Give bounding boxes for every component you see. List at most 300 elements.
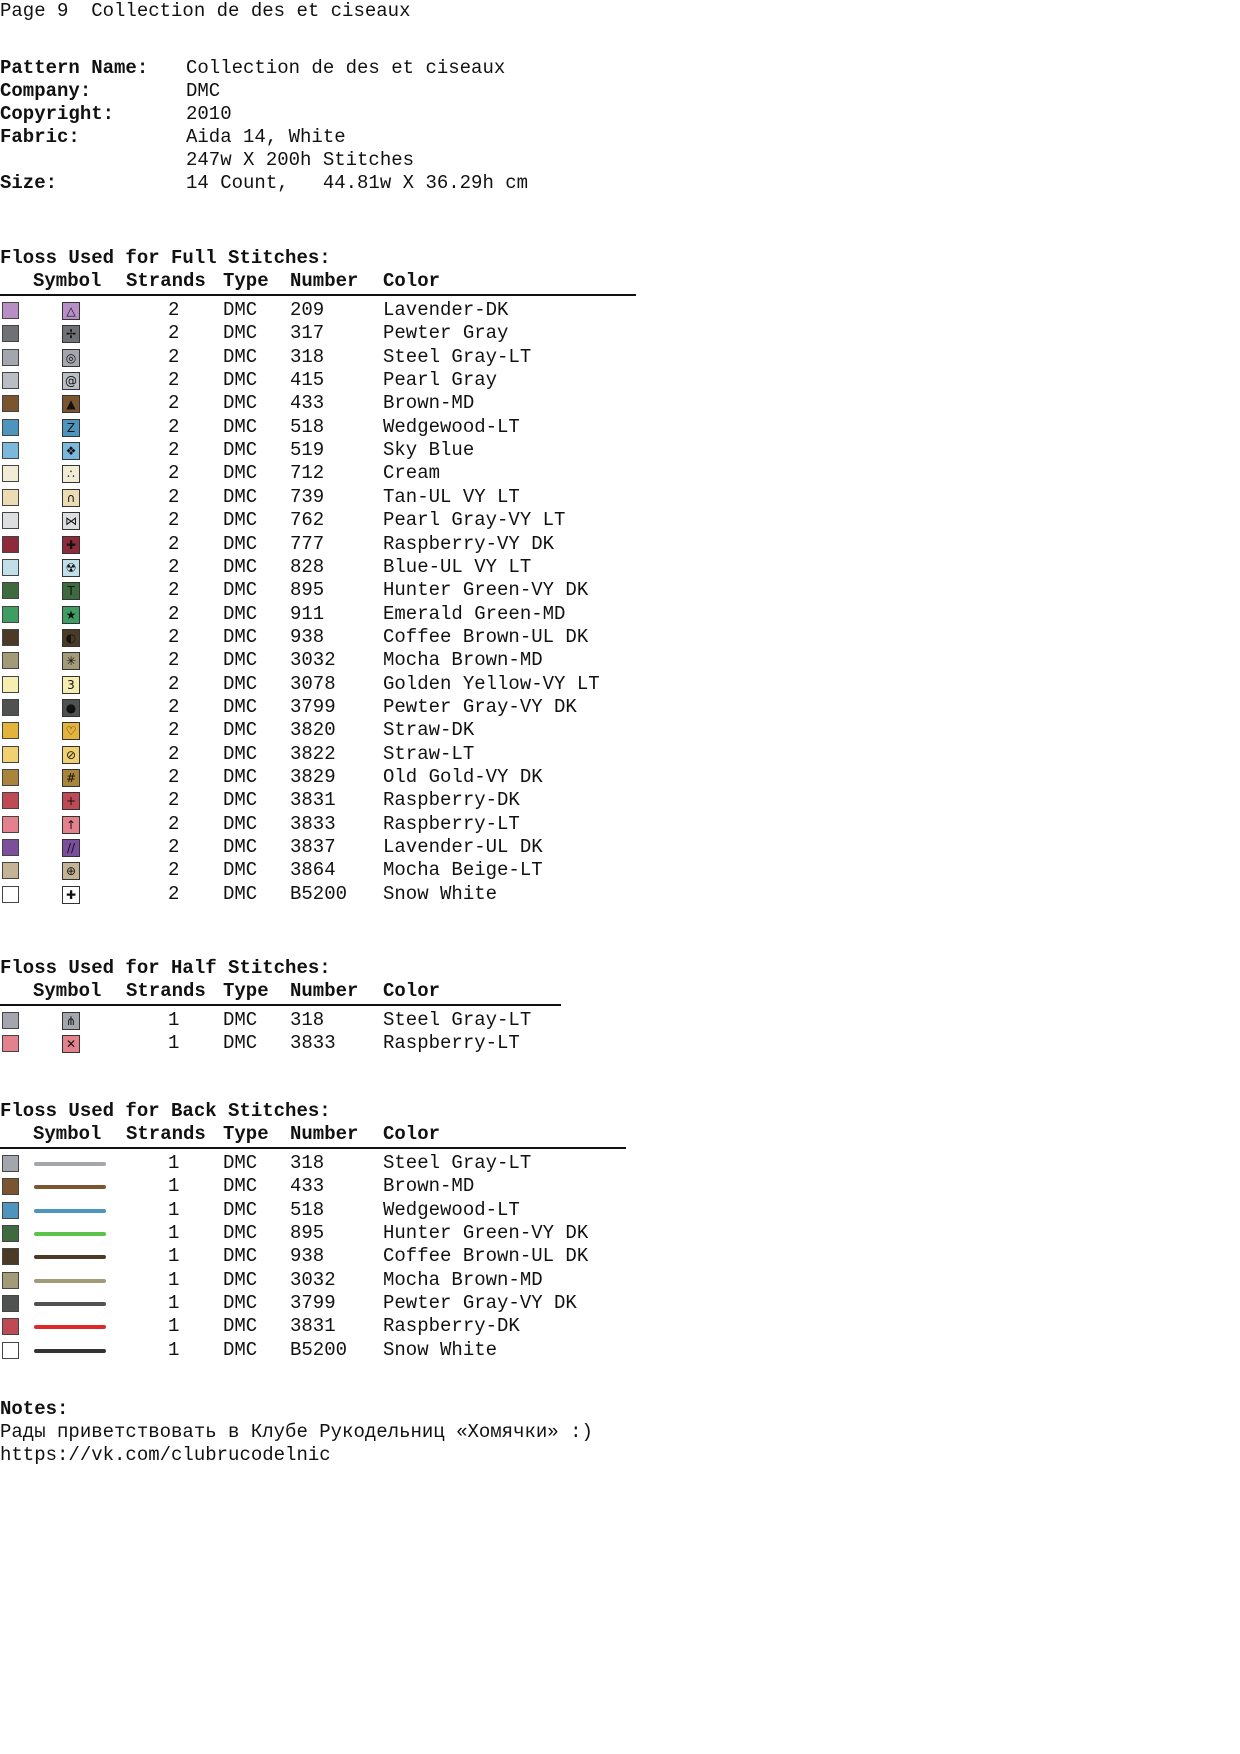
- floss-type: DMC: [223, 1315, 258, 1338]
- floss-number: 762: [290, 509, 325, 532]
- color-name: Wedgewood-LT: [383, 1198, 520, 1221]
- strands: 1: [168, 1315, 180, 1338]
- floss-type: DMC: [223, 1009, 258, 1031]
- strands: 2: [168, 579, 180, 602]
- color-name: Coffee Brown-UL DK: [383, 1245, 589, 1268]
- floss-row: [0, 1152, 640, 1175]
- notes-title: Notes:: [0, 1398, 69, 1420]
- backstitch-line-icon: [34, 1255, 106, 1259]
- strands: 1: [168, 1222, 180, 1245]
- floss-type: DMC: [223, 1222, 258, 1245]
- floss-type: DMC: [223, 439, 258, 462]
- color-swatch: [2, 325, 19, 342]
- floss-number: 3032: [290, 649, 336, 672]
- floss-number: 3831: [290, 1315, 336, 1338]
- color-swatch: [2, 372, 19, 389]
- floss-number: 3799: [290, 695, 336, 718]
- color-swatch: [2, 1012, 19, 1029]
- floss-row: [0, 416, 640, 439]
- floss-row: [0, 719, 640, 742]
- floss-row: [0, 299, 640, 322]
- floss-row: [0, 1199, 640, 1222]
- color-name: Tan-UL VY LT: [383, 485, 520, 508]
- stitch-symbol-icon: ▲: [62, 395, 80, 413]
- floss-type: DMC: [223, 882, 258, 905]
- color-name: Blue-UL VY LT: [383, 555, 532, 578]
- stitch-symbol-icon: Z: [62, 419, 80, 437]
- floss-number: 828: [290, 555, 325, 578]
- floss-type: DMC: [223, 1245, 258, 1268]
- meta-label: Size:: [0, 172, 58, 194]
- strands: 1: [168, 1198, 180, 1221]
- floss-row: [0, 766, 640, 789]
- strands: 2: [168, 509, 180, 532]
- floss-type: DMC: [223, 509, 258, 532]
- floss-row: [0, 1222, 640, 1245]
- color-swatch: [2, 442, 19, 459]
- floss-type: DMC: [223, 1032, 258, 1055]
- floss-type: DMC: [223, 485, 258, 508]
- floss-type: DMC: [223, 579, 258, 602]
- meta-row-stitches: [0, 149, 415, 172]
- floss-number: 895: [290, 1222, 325, 1245]
- col-header-symbol: Symbol: [33, 270, 102, 292]
- floss-number: 3829: [290, 766, 336, 788]
- color-name: Pearl Gray-VY LT: [383, 509, 566, 532]
- color-swatch: [2, 1272, 19, 1289]
- color-swatch: [2, 489, 19, 506]
- company: DMC: [186, 80, 221, 102]
- floss-type: DMC: [223, 345, 258, 368]
- color-name: Coffee Brown-UL DK: [383, 625, 589, 648]
- floss-number: 3833: [290, 1032, 336, 1055]
- color-swatch: [2, 419, 19, 436]
- strands: 2: [168, 322, 180, 345]
- floss-number: 3822: [290, 742, 336, 765]
- backstitch-line-icon: [34, 1325, 106, 1329]
- strands: 2: [168, 485, 180, 508]
- table-rule: [0, 1004, 561, 1006]
- strands: 2: [168, 649, 180, 672]
- meta-row-pattern-name: [0, 57, 506, 80]
- floss-type: DMC: [223, 1152, 258, 1174]
- col-header-number: Number: [290, 980, 359, 1002]
- col-header-color: Color: [383, 270, 441, 292]
- floss-number: 518: [290, 415, 325, 438]
- floss-row: [0, 392, 640, 415]
- floss-number: 911: [290, 602, 325, 625]
- floss-row: [0, 1339, 640, 1362]
- floss-row: [0, 462, 640, 485]
- stitch-symbol-icon: ✢: [62, 325, 80, 343]
- floss-type: DMC: [223, 742, 258, 765]
- floss-row: [0, 533, 640, 556]
- color-swatch: [2, 512, 19, 529]
- stitch-symbol-icon: △: [62, 302, 80, 320]
- floss-row: [0, 603, 640, 626]
- floss-number: 3837: [290, 836, 336, 859]
- floss-number: 739: [290, 485, 325, 508]
- notes-text: Рады приветствовать в Клубе Рукодельниц «Хомячки» :): [0, 1421, 593, 1443]
- stitch-symbol-icon: #: [62, 769, 80, 787]
- meta-label: Copyright:: [0, 103, 115, 125]
- floss-row: [0, 486, 640, 509]
- stitch-symbol-icon: ◎: [62, 349, 80, 367]
- color-name: Raspberry-VY DK: [383, 532, 555, 555]
- stitch-symbol-icon: ⊘: [62, 746, 80, 764]
- color-swatch: [2, 1155, 19, 1172]
- color-name: Raspberry-DK: [383, 789, 520, 812]
- stitch-symbol-icon: +: [62, 792, 80, 810]
- color-swatch: [2, 1035, 19, 1052]
- floss-number: 895: [290, 579, 325, 602]
- floss-type: DMC: [223, 462, 258, 485]
- floss-number: 317: [290, 322, 325, 345]
- stitch-symbol-icon: @: [62, 372, 80, 390]
- floss-row: [0, 883, 640, 906]
- col-header-color: Color: [383, 980, 441, 1002]
- strands: 1: [168, 1009, 180, 1031]
- color-name: Pewter Gray-VY DK: [383, 1292, 577, 1315]
- strands: 2: [168, 695, 180, 718]
- floss-type: DMC: [223, 719, 258, 742]
- floss-type: DMC: [223, 695, 258, 718]
- floss-row: [0, 1009, 640, 1032]
- strands: 2: [168, 836, 180, 859]
- meta-row-size: [0, 172, 529, 195]
- color-swatch: [2, 349, 19, 366]
- floss-number: B5200: [290, 1338, 348, 1361]
- strands: 2: [168, 532, 180, 555]
- floss-number: 3820: [290, 719, 336, 742]
- meta-row-copyright: [0, 103, 232, 126]
- stitch-count: 247w X 200h Stitches: [186, 149, 415, 171]
- color-name: Mocha Brown-MD: [383, 649, 543, 672]
- color-swatch: [2, 1225, 19, 1242]
- color-swatch: [2, 465, 19, 482]
- color-name: Old Gold-VY DK: [383, 766, 543, 788]
- backstitch-line-icon: [34, 1162, 106, 1166]
- color-name: Sky Blue: [383, 439, 475, 462]
- floss-type: DMC: [223, 1268, 258, 1291]
- floss-type: DMC: [223, 812, 258, 835]
- stitch-symbol-icon: ✕: [62, 1035, 80, 1053]
- stitch-symbol-icon: ◐: [62, 629, 80, 647]
- strands: 2: [168, 415, 180, 438]
- color-name: Cream: [383, 462, 441, 485]
- floss-number: 712: [290, 462, 325, 485]
- color-swatch: [2, 792, 19, 809]
- col-header-type: Type: [223, 270, 269, 292]
- floss-row: [0, 556, 640, 579]
- col-header-strands: Strands: [126, 980, 206, 1002]
- floss-type: DMC: [223, 369, 258, 392]
- floss-type: DMC: [223, 836, 258, 859]
- color-name: Hunter Green-VY DK: [383, 579, 589, 602]
- floss-row: [0, 789, 640, 812]
- strands: 1: [168, 1268, 180, 1291]
- stitch-symbol-icon: ☢: [62, 559, 80, 577]
- floss-number: 3032: [290, 1268, 336, 1291]
- col-header-number: Number: [290, 270, 359, 292]
- color-swatch: [2, 1295, 19, 1312]
- floss-type: DMC: [223, 555, 258, 578]
- color-swatch: [2, 1318, 19, 1335]
- color-swatch: [2, 606, 19, 623]
- stitch-symbol-icon: ↑: [62, 816, 80, 834]
- floss-row: [0, 1175, 640, 1198]
- backstitch-line-icon: [34, 1209, 106, 1213]
- floss-number: 209: [290, 299, 325, 321]
- col-header-color: Color: [383, 1123, 441, 1145]
- strands: 2: [168, 439, 180, 462]
- notes-link[interactable]: https://vk.com/clubrucodelnic: [0, 1444, 331, 1466]
- floss-row: [0, 696, 640, 719]
- color-swatch: [2, 676, 19, 693]
- strands: 2: [168, 812, 180, 835]
- floss-row: [0, 439, 640, 462]
- strands: 2: [168, 299, 180, 321]
- table-rule: [0, 1147, 626, 1149]
- floss-row: [0, 836, 640, 859]
- meta-label: Company:: [0, 80, 92, 102]
- floss-row: [0, 346, 640, 369]
- floss-row: [0, 813, 640, 836]
- color-swatch: [2, 1178, 19, 1195]
- strands: 2: [168, 859, 180, 882]
- stitch-symbol-icon: ❖: [62, 442, 80, 460]
- color-swatch: [2, 559, 19, 576]
- color-swatch: [2, 816, 19, 833]
- color-swatch: [2, 722, 19, 739]
- col-header-strands: Strands: [126, 270, 206, 292]
- color-swatch: [2, 862, 19, 879]
- table-rule: [0, 294, 636, 296]
- strands: 2: [168, 882, 180, 905]
- floss-row: [0, 322, 640, 345]
- strands: 1: [168, 1292, 180, 1315]
- color-swatch: [2, 536, 19, 553]
- color-swatch: [2, 1342, 19, 1359]
- floss-number: 3831: [290, 789, 336, 812]
- floss-row: [0, 369, 640, 392]
- color-swatch: [2, 302, 19, 319]
- color-name: Pewter Gray-VY DK: [383, 695, 577, 718]
- col-header-symbol: Symbol: [33, 980, 102, 1002]
- floss-number: 938: [290, 1245, 325, 1268]
- floss-number: 433: [290, 1175, 325, 1198]
- strands: 2: [168, 392, 180, 415]
- section-title: Floss Used for Full Stitches:: [0, 247, 331, 269]
- floss-number: 938: [290, 625, 325, 648]
- floss-row: [0, 859, 640, 882]
- color-swatch: [2, 652, 19, 669]
- copyright: 2010: [186, 103, 232, 125]
- strands: 2: [168, 625, 180, 648]
- color-name: Steel Gray-LT: [383, 1152, 532, 1174]
- color-name: Hunter Green-VY DK: [383, 1222, 589, 1245]
- col-header-type: Type: [223, 980, 269, 1002]
- stitch-symbol-icon: ∴: [62, 465, 80, 483]
- floss-number: 318: [290, 1152, 325, 1174]
- pattern-name: Collection de des et ciseaux: [186, 57, 506, 79]
- color-swatch: [2, 1202, 19, 1219]
- section-title: Floss Used for Back Stitches:: [0, 1100, 331, 1122]
- floss-number: 3799: [290, 1292, 336, 1315]
- color-name: Lavender-DK: [383, 299, 509, 321]
- backstitch-line-icon: [34, 1349, 106, 1353]
- stitch-symbol-icon: ✚: [62, 536, 80, 554]
- floss-number: 318: [290, 1009, 325, 1031]
- floss-type: DMC: [223, 649, 258, 672]
- col-header-strands: Strands: [126, 1123, 206, 1145]
- backstitch-line-icon: [34, 1232, 106, 1236]
- strands: 2: [168, 462, 180, 485]
- color-name: Straw-DK: [383, 719, 475, 742]
- strands: 1: [168, 1032, 180, 1055]
- floss-number: 415: [290, 369, 325, 392]
- floss-type: DMC: [223, 766, 258, 788]
- floss-number: 433: [290, 392, 325, 415]
- floss-row: [0, 649, 640, 672]
- color-name: Mocha Beige-LT: [383, 859, 543, 882]
- stitch-symbol-icon: ✚: [62, 886, 80, 904]
- color-swatch: [2, 1248, 19, 1265]
- stitch-symbol-icon: ★: [62, 606, 80, 624]
- meta-label: Pattern Name:: [0, 57, 149, 79]
- strands: 2: [168, 369, 180, 392]
- floss-type: DMC: [223, 1338, 258, 1361]
- color-name: Pearl Gray: [383, 369, 498, 392]
- floss-type: DMC: [223, 1198, 258, 1221]
- floss-row: [0, 1292, 640, 1315]
- strands: 1: [168, 1245, 180, 1268]
- floss-type: DMC: [223, 1292, 258, 1315]
- color-swatch: [2, 839, 19, 856]
- color-swatch: [2, 582, 19, 599]
- color-name: Brown-MD: [383, 1175, 475, 1198]
- color-name: Brown-MD: [383, 392, 475, 415]
- color-swatch: [2, 699, 19, 716]
- color-name: Raspberry-LT: [383, 812, 520, 835]
- meta-row-company: [0, 80, 221, 103]
- color-name: Mocha Brown-MD: [383, 1268, 543, 1291]
- stitch-symbol-icon: 3: [62, 676, 80, 694]
- floss-row: [0, 1269, 640, 1292]
- stitch-symbol-icon: ✳: [62, 652, 80, 670]
- color-swatch: [2, 746, 19, 763]
- fabric: Aida 14, White: [186, 126, 346, 148]
- floss-number: 518: [290, 1198, 325, 1221]
- strands: 2: [168, 789, 180, 812]
- backstitch-line-icon: [34, 1302, 106, 1306]
- color-name: Pewter Gray: [383, 322, 509, 345]
- strands: 2: [168, 345, 180, 368]
- strands: 1: [168, 1175, 180, 1198]
- color-name: Raspberry-LT: [383, 1032, 520, 1055]
- col-header-number: Number: [290, 1123, 359, 1145]
- floss-type: DMC: [223, 625, 258, 648]
- floss-type: DMC: [223, 672, 258, 695]
- meta-row-fabric: [0, 126, 346, 149]
- strands: 2: [168, 555, 180, 578]
- floss-row: [0, 1032, 640, 1055]
- color-swatch: [2, 769, 19, 786]
- stitch-symbol-icon: ⋈: [62, 512, 80, 530]
- floss-type: DMC: [223, 1175, 258, 1198]
- color-name: Lavender-UL DK: [383, 836, 543, 859]
- floss-row: [0, 1245, 640, 1268]
- floss-type: DMC: [223, 532, 258, 555]
- floss-type: DMC: [223, 299, 258, 321]
- floss-row: [0, 743, 640, 766]
- floss-row: [0, 509, 640, 532]
- strands: 2: [168, 742, 180, 765]
- floss-number: 3864: [290, 859, 336, 882]
- floss-type: DMC: [223, 859, 258, 882]
- floss-number: 3833: [290, 812, 336, 835]
- backstitch-line-icon: [34, 1279, 106, 1283]
- color-name: Snow White: [383, 1338, 498, 1361]
- color-name: Snow White: [383, 882, 498, 905]
- color-swatch: [2, 629, 19, 646]
- col-header-type: Type: [223, 1123, 269, 1145]
- section-title: Floss Used for Half Stitches:: [0, 957, 331, 979]
- color-swatch: [2, 886, 19, 903]
- color-name: Raspberry-DK: [383, 1315, 520, 1338]
- backstitch-line-icon: [34, 1185, 106, 1189]
- page-header: Page 9 Collection de des et ciseaux: [0, 0, 411, 22]
- stitch-symbol-icon: ⋔: [62, 1012, 80, 1030]
- floss-type: DMC: [223, 602, 258, 625]
- floss-number: B5200: [290, 882, 348, 905]
- color-name: Steel Gray-LT: [383, 1009, 532, 1031]
- color-name: Golden Yellow-VY LT: [383, 672, 600, 695]
- col-header-symbol: Symbol: [33, 1123, 102, 1145]
- stitch-symbol-icon: ●: [62, 699, 80, 717]
- strands: 1: [168, 1152, 180, 1174]
- stitch-symbol-icon: ⊕: [62, 862, 80, 880]
- stitch-symbol-icon: ∩: [62, 489, 80, 507]
- floss-number: 519: [290, 439, 325, 462]
- floss-type: DMC: [223, 415, 258, 438]
- strands: 2: [168, 719, 180, 742]
- color-name: Emerald Green-MD: [383, 602, 566, 625]
- strands: 2: [168, 602, 180, 625]
- floss-row: [0, 579, 640, 602]
- floss-number: 777: [290, 532, 325, 555]
- strands: 2: [168, 672, 180, 695]
- floss-type: DMC: [223, 322, 258, 345]
- color-name: Straw-LT: [383, 742, 475, 765]
- floss-type: DMC: [223, 789, 258, 812]
- stitch-symbol-icon: ♡: [62, 722, 80, 740]
- floss-row: [0, 673, 640, 696]
- color-name: Wedgewood-LT: [383, 415, 520, 438]
- floss-row: [0, 1315, 640, 1338]
- floss-type: DMC: [223, 392, 258, 415]
- color-name: Steel Gray-LT: [383, 345, 532, 368]
- floss-row: [0, 626, 640, 649]
- meta-label: Fabric:: [0, 126, 80, 148]
- strands: 2: [168, 766, 180, 788]
- stitch-symbol-icon: T: [62, 582, 80, 600]
- size: 14 Count, 44.81w X 36.29h cm: [186, 172, 529, 194]
- stitch-symbol-icon: //: [62, 839, 80, 857]
- strands: 1: [168, 1338, 180, 1361]
- color-swatch: [2, 395, 19, 412]
- floss-number: 3078: [290, 672, 336, 695]
